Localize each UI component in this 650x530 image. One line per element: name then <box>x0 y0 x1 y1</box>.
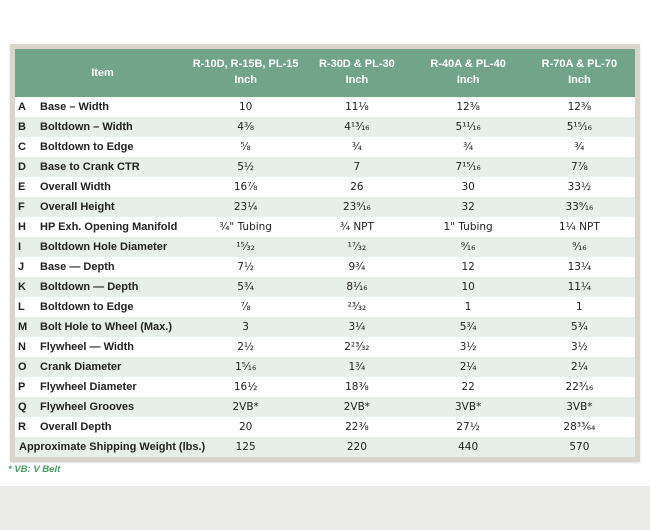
spec-value-cell: 1¼ NPT <box>558 221 600 233</box>
row-letter: C <box>18 141 26 153</box>
bottom-page-strip <box>0 486 650 530</box>
row-item-label: Flywheel Grooves <box>40 401 135 413</box>
table-row <box>15 417 635 437</box>
spec-value-cell: 3 <box>242 321 249 333</box>
spec-value-cell: 4⅜ <box>237 121 255 133</box>
header-models-4: R-70A & PL-70 <box>541 58 618 71</box>
row-letter: Q <box>18 401 27 413</box>
table-row <box>15 137 635 157</box>
table-row <box>15 97 635 117</box>
row-item-label: Crank Diameter <box>40 361 122 373</box>
row-item-label: Flywheel Diameter <box>40 381 137 393</box>
table-body <box>15 97 635 457</box>
spec-value-cell: 22⅜ <box>345 421 369 433</box>
table-header-row <box>15 49 635 97</box>
spec-value-cell: 1 <box>464 301 472 313</box>
spec-value-cell: 2½ <box>237 341 255 353</box>
row-item-label: Boltdown to Edge <box>40 141 134 153</box>
row-item-label: Flywheel — Width <box>40 341 135 353</box>
spec-value-cell: 11⅛ <box>345 101 369 113</box>
row-letter: H <box>18 221 26 233</box>
spec-value-cell: 7⅞ <box>570 161 588 173</box>
spec-value-cell: 3½ <box>459 341 477 353</box>
spec-value-cell: 22 <box>461 381 475 393</box>
spec-value-cell: 3¼ <box>348 321 366 333</box>
spec-value-cell: 7 <box>353 161 361 173</box>
header-column-4 <box>524 49 635 97</box>
row-letter: A <box>18 101 26 113</box>
row-letter: K <box>18 281 26 293</box>
row-item-label: Boltdown — Depth <box>40 281 139 293</box>
header-models-2: R-30D & PL-30 <box>318 58 395 71</box>
spec-value-cell: 1¾ <box>348 361 366 373</box>
spec-value-cell: ⁹⁄₁₆ <box>572 241 587 253</box>
spec-value-cell: 1⁵⁄₁₆ <box>235 361 257 373</box>
shipping-weight-value: 220 <box>346 441 367 453</box>
row-item-label: Overall Height <box>40 201 115 213</box>
spec-value-cell: 9¾ <box>348 261 366 273</box>
header-unit-3: Inch <box>456 74 480 86</box>
spec-value-cell: 5¹⁵⁄₁₆ <box>566 121 593 133</box>
spec-value-cell: 27½ <box>456 421 480 433</box>
table-row <box>15 257 635 277</box>
spec-value-cell: 3VB* <box>454 401 482 413</box>
spec-value-cell: ¾ <box>351 141 362 153</box>
table-row <box>15 177 635 197</box>
row-item-label: Base – Width <box>40 101 109 113</box>
spec-value-cell: 32 <box>461 201 475 213</box>
shipping-weight-value: 570 <box>569 441 590 453</box>
row-letter: E <box>18 181 26 193</box>
row-letter: R <box>18 421 26 433</box>
row-letter: N <box>18 341 26 353</box>
row-letter: M <box>18 321 28 333</box>
spec-value-cell: 1 <box>576 301 583 313</box>
table-row <box>15 117 635 137</box>
table-row <box>15 357 635 377</box>
spec-value-cell: 23⁹⁄₁₆ <box>343 201 371 213</box>
table-row <box>15 317 635 337</box>
spec-value-cell: ¹⁵⁄₃₂ <box>236 241 255 253</box>
spec-value-cell: 33½ <box>567 181 592 193</box>
spec-value-cell: 20 <box>238 421 253 433</box>
row-item-label: HP Exh. Opening Manifold <box>40 221 178 233</box>
row-letter: J <box>18 261 25 273</box>
header-unit-1: Inch <box>234 74 257 86</box>
row-letter: O <box>18 361 27 373</box>
row-letter: D <box>18 161 26 173</box>
shipping-weight-value: 440 <box>458 441 479 453</box>
spec-value-cell: 13¼ <box>567 261 592 273</box>
spec-value-cell: 2¼ <box>459 361 477 373</box>
header-unit-2: Inch <box>345 74 369 86</box>
spec-value-cell: ⅞ <box>240 301 251 313</box>
spec-value-cell: ⁹⁄₁₆ <box>460 241 476 253</box>
spec-value-cell: 5¾ <box>459 321 477 333</box>
spec-value-cell: ¾ NPT <box>339 221 374 233</box>
header-item-label: Item <box>91 67 114 79</box>
header-column-2 <box>301 49 412 97</box>
row-item-label: Bolt Hole to Wheel (Max.) <box>40 321 172 333</box>
table-row <box>15 197 635 217</box>
shipping-weight-row <box>15 437 635 457</box>
spec-value-cell: 7½ <box>237 261 255 273</box>
row-letter: B <box>18 121 26 133</box>
spec-value-cell: 5¾ <box>570 321 588 333</box>
spec-value-cell: ¹⁷⁄₃₂ <box>347 241 367 253</box>
shipping-weight-value: 125 <box>235 441 256 453</box>
table-row <box>15 217 635 237</box>
spec-value-cell: 5½ <box>237 161 255 173</box>
footnote: * VB: V Belt <box>8 464 61 475</box>
header-unit-4: Inch <box>568 74 591 86</box>
spec-value-cell: 2VB* <box>232 401 259 413</box>
row-letter: I <box>18 241 22 253</box>
header-column-1 <box>190 49 301 97</box>
row-letter: F <box>18 201 25 213</box>
table-row <box>15 237 635 257</box>
spec-value-cell: 10 <box>461 281 475 293</box>
row-item-label: Boltdown Hole Diameter <box>40 241 168 253</box>
spec-value-cell: 26 <box>350 181 364 193</box>
spec-value-cell: 2VB* <box>343 401 371 413</box>
spec-table <box>15 49 635 457</box>
spec-value-cell: 22³⁄₁₆ <box>565 381 594 393</box>
header-column-3 <box>413 49 524 97</box>
spec-value-cell: ¾ <box>463 141 474 153</box>
spec-value-cell: 2¼ <box>570 361 588 373</box>
table-row <box>15 157 635 177</box>
spec-value-cell: 7¹⁵⁄₁₆ <box>455 161 481 173</box>
spec-table-frame <box>10 44 640 462</box>
table-row <box>15 397 635 417</box>
spec-value-cell: ⅝ <box>240 141 251 153</box>
spec-value-cell: ²³⁄₃₂ <box>347 301 367 313</box>
row-item-label: Base — Depth <box>40 261 115 273</box>
spec-value-cell: 3½ <box>570 341 588 353</box>
row-item-label: Base to Crank CTR <box>40 161 140 173</box>
spec-value-cell: 3VB* <box>566 401 593 413</box>
spec-value-cell: 1" Tubing <box>443 221 493 233</box>
spec-value-cell: 12⅜ <box>567 101 592 113</box>
spec-value-cell: 10 <box>238 101 253 113</box>
spec-value-cell: 18⅜ <box>345 381 369 393</box>
spec-value-cell: 28³³⁄₆₄ <box>563 421 596 433</box>
table-row <box>15 277 635 297</box>
spec-value-cell: 16½ <box>233 381 258 393</box>
spec-value-cell: 12⅜ <box>456 101 480 113</box>
row-letter: L <box>18 301 25 313</box>
row-item-label: Boltdown – Width <box>40 121 133 133</box>
shipping-weight-label: Approximate Shipping Weight (lbs.) <box>19 441 206 453</box>
spec-value-cell: 23¼ <box>233 201 258 213</box>
spec-value-cell: 11¼ <box>567 281 592 293</box>
table-row <box>15 377 635 397</box>
row-letter: P <box>18 381 26 393</box>
spec-value-cell: ¾" Tubing <box>219 221 272 233</box>
spec-value-cell: ¾ <box>574 141 585 153</box>
header-item-column <box>15 49 190 97</box>
header-models-3: R-40A & PL-40 <box>430 58 506 71</box>
table-row <box>15 297 635 317</box>
header-models-1: R-10D, R-15B, PL-15 <box>192 58 299 71</box>
spec-value-cell: 2²³⁄₃₂ <box>344 341 370 353</box>
spec-value-cell: 30 <box>461 181 475 193</box>
spec-value-cell: 5¹¹⁄₁₆ <box>455 121 481 133</box>
spec-value-cell: 33⁹⁄₁₆ <box>565 201 594 213</box>
spec-value-cell: 12 <box>461 261 475 273</box>
spec-value-cell: 5¾ <box>237 281 255 293</box>
spec-value-cell: 16⅞ <box>233 181 258 193</box>
row-item-label: Boltdown to Edge <box>40 301 134 313</box>
row-item-label: Overall Width <box>40 181 111 193</box>
spec-value-cell: 8¹⁄₁₆ <box>346 281 368 293</box>
row-item-label: Overall Depth <box>40 421 112 433</box>
spec-value-cell: 4¹³⁄₁₆ <box>344 121 370 133</box>
table-row <box>15 337 635 357</box>
